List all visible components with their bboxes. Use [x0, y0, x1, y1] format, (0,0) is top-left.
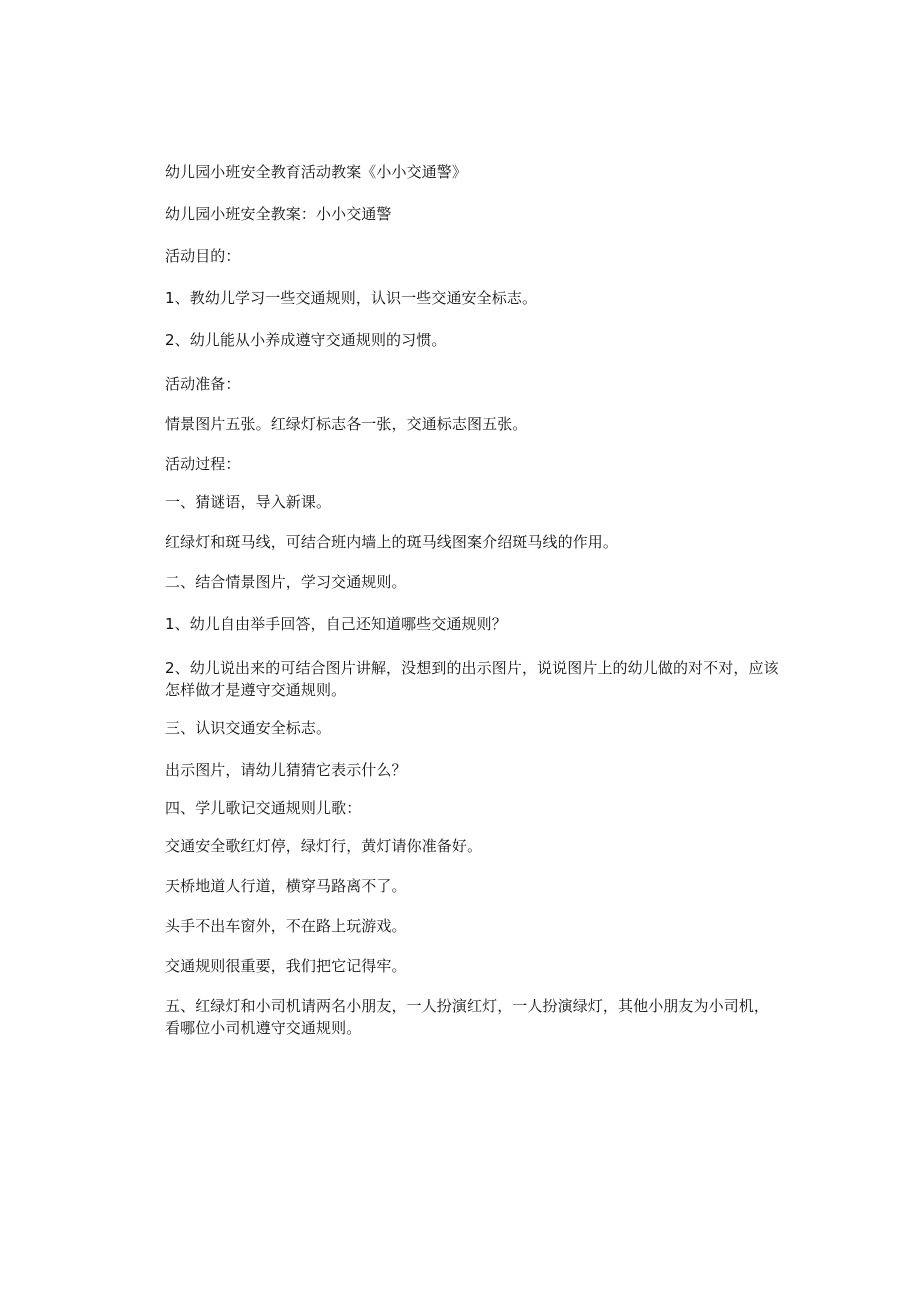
step-2-item-2: 2、幼儿说出来的可结合图片讲解，没想到的出示图片，说说图片上的幼儿做的对不对，应该怎样做才是遵守交通规则。: [165, 659, 779, 699]
rhyme-line-4: 交通规则很重要，我们把它记得牢。: [165, 957, 407, 975]
section-heading-preparation: 活动准备：: [165, 375, 241, 393]
step-2-heading: 二、结合情景图片，学习交通规则。: [165, 573, 407, 591]
step-5-text: 五、红绿灯和小司机请两名小朋友，一人扮演红灯，一人扮演绿灯，其他小朋友为小司机，看哪位小司机遵守交通规则。: [165, 997, 770, 1037]
goal-item-1: 1、教幼儿学习一些交通规则，认识一些交通安全标志。: [165, 289, 538, 307]
step-2-item-1: 1、幼儿自由举手回答，自己还知道哪些交通规则？: [165, 615, 507, 633]
step-1-heading: 一、猜谜语，导入新课。: [165, 493, 332, 511]
rhyme-line-1: 交通安全歌红灯停，绿灯行，黄灯请你准备好。: [165, 837, 483, 855]
document-subtitle: 幼儿园小班安全教案：小小交通警: [165, 205, 392, 223]
goal-item-2: 2、幼儿能从小养成遵守交通规则的习惯。: [165, 331, 447, 349]
section-heading-goals: 活动目的：: [165, 247, 241, 265]
section-heading-process: 活动过程：: [165, 455, 241, 473]
step-4-heading: 四、学儿歌记交通规则儿歌：: [165, 799, 362, 817]
preparation-text: 情景图片五张。红绿灯标志各一张，交通标志图五张。: [165, 415, 528, 433]
step-3-heading: 三、认识交通安全标志。: [165, 719, 332, 737]
step-3-text: 出示图片，请幼儿猜猜它表示什么？: [165, 761, 407, 779]
rhyme-line-2: 天桥地道人行道，横穿马路离不了。: [165, 877, 407, 895]
rhyme-line-3: 头手不出车窗外，不在路上玩游戏。: [165, 917, 407, 935]
step-1-text: 红绿灯和斑马线，可结合班内墙上的斑马线图案介绍斑马线的作用。: [165, 533, 619, 551]
document-title: 幼儿园小班安全教育活动教案《小小交通警》: [165, 163, 468, 181]
